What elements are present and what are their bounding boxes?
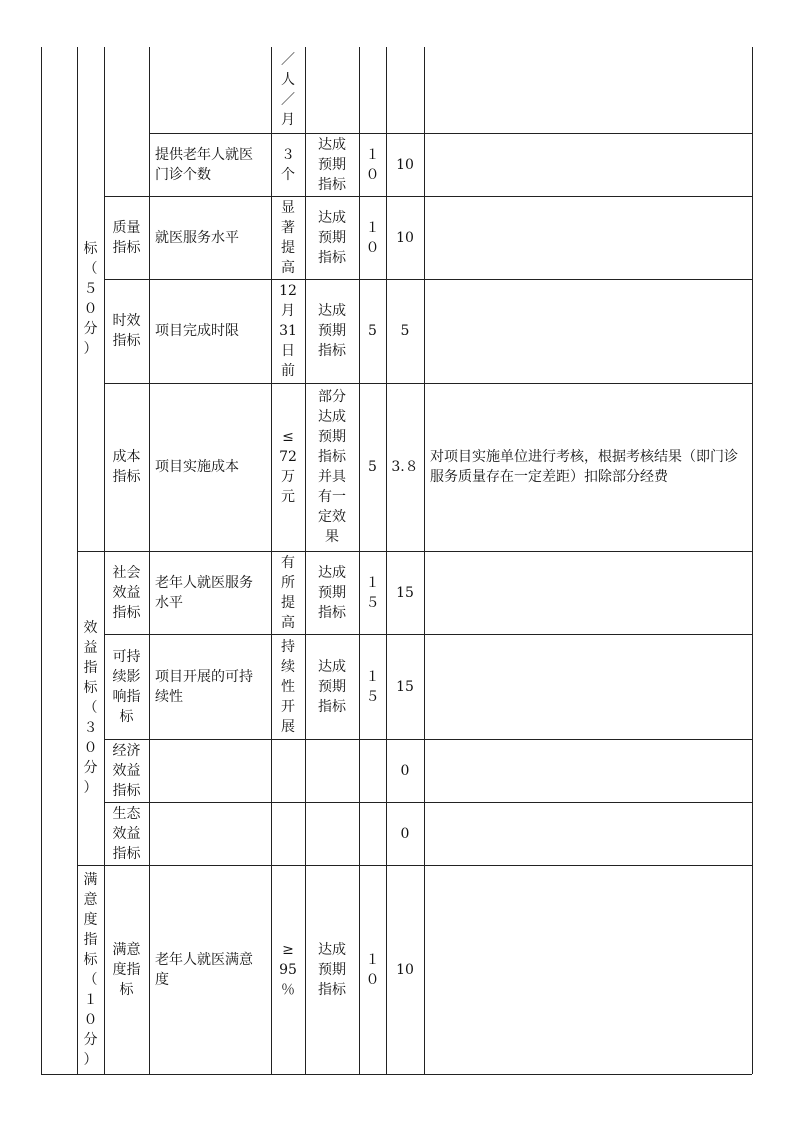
sub-indicator: 满意 度指 标 [112,941,141,998]
deduction-note [424,865,752,1074]
deduction-note [424,634,752,739]
actual-score: 15 [396,584,414,601]
sub-indicator: 成本 指标 [112,449,141,485]
deduction-note [424,739,752,802]
deduction-note: 对项目实施单位进行考核，根据考核结果（即门诊服务质量存在一定差距）扣除部分经费 [430,449,738,485]
deduction-note [424,279,752,383]
indicator-name [149,802,271,865]
completion-status [305,802,359,865]
indicator-value: ≥ 95 ％ [279,941,297,998]
indicator-name: 老年人就医满意度 [155,951,253,988]
sub-indicator: 可持 续影 响指 标 [112,648,141,725]
indicator-name: 项目开展的可持续性 [155,668,253,705]
actual-score: 10 [396,961,414,978]
indicator-name [149,47,271,133]
weight-score: 5 [368,459,377,475]
weight-score: 5 [368,323,377,339]
actual-score: 10 [396,229,414,246]
actual-score: 15 [396,678,414,695]
deduction-note [424,551,752,634]
weight-score [359,739,386,802]
completion-status: 达成 预期 指标 [318,303,346,359]
sub-indicator: 经济 效益 指标 [112,742,141,799]
weight-score: １ ０ [365,146,380,183]
sub-indicator: 生态 效益 指标 [112,805,141,862]
completion-status: 达成 预期 指标 [318,564,346,621]
indicator-value: 有 所 提 高 [281,554,295,631]
actual-score: 5 [400,323,410,339]
weight-score: １ ０ [365,951,380,988]
indicator-value: 显 著 提 高 [281,199,295,276]
indicator-value: ／ 人 ／ 月 [281,52,295,128]
actual-score: 0 [400,825,410,842]
completion-status: 达成 预期 指标 [318,658,346,715]
category-satisfaction: 满 意 度 指 标 （ １ ０ 分 ） [83,871,98,1068]
indicator-value: ３ 个 [281,146,295,183]
sub-indicator: 社会 效益 指标 [112,564,141,621]
weight-score: １ ５ [365,574,380,611]
category-benefit: 效 益 指 标 （ ３ ０ 分 ） [83,620,98,796]
actual-score: 10 [396,156,414,173]
deduction-note [424,802,752,865]
deduction-note [424,133,752,196]
category-output: 标 （ ５ ０ 分 ） [83,241,98,357]
completion-status [305,47,359,133]
indicator-value: 12 月 31 日 前 [279,283,297,379]
indicator-value [271,739,305,802]
indicator-value [271,802,305,865]
sub-indicator: 质量 指标 [112,219,141,256]
indicator-name: 提供老年人就医门诊个数 [155,146,253,183]
indicator-name: 老年人就医服务水平 [155,574,253,611]
sub-indicator: 时效 指标 [112,313,141,349]
indicator-name [149,739,271,802]
indicator-value: 持 续 性 开 展 [281,638,295,735]
weight-score [359,47,386,133]
weight-score: １ ５ [365,668,380,705]
completion-status [305,739,359,802]
deduction-note [424,196,752,279]
indicator-value: ≤ 72 万 元 [279,429,297,505]
table-left-border [41,47,42,1074]
actual-score: 3.８ [391,459,419,475]
sub-indicator [104,47,149,196]
indicator-name: 项目实施成本 [155,459,239,475]
indicator-name: 就医服务水平 [155,229,239,246]
completion-status: 部分 达成 预期 指标 并具 有一 定效 果 [318,389,346,545]
deduction-note [424,47,752,133]
actual-score: 0 [400,762,410,779]
weight-score: １ ０ [365,219,380,256]
actual-score [386,47,424,133]
completion-status: 达成 预期 指标 [318,136,346,193]
indicator-name: 项目完成时限 [155,323,239,339]
completion-status: 达成 预期 指标 [318,941,346,998]
completion-status: 达成 预期 指标 [318,209,346,266]
weight-score [359,802,386,865]
